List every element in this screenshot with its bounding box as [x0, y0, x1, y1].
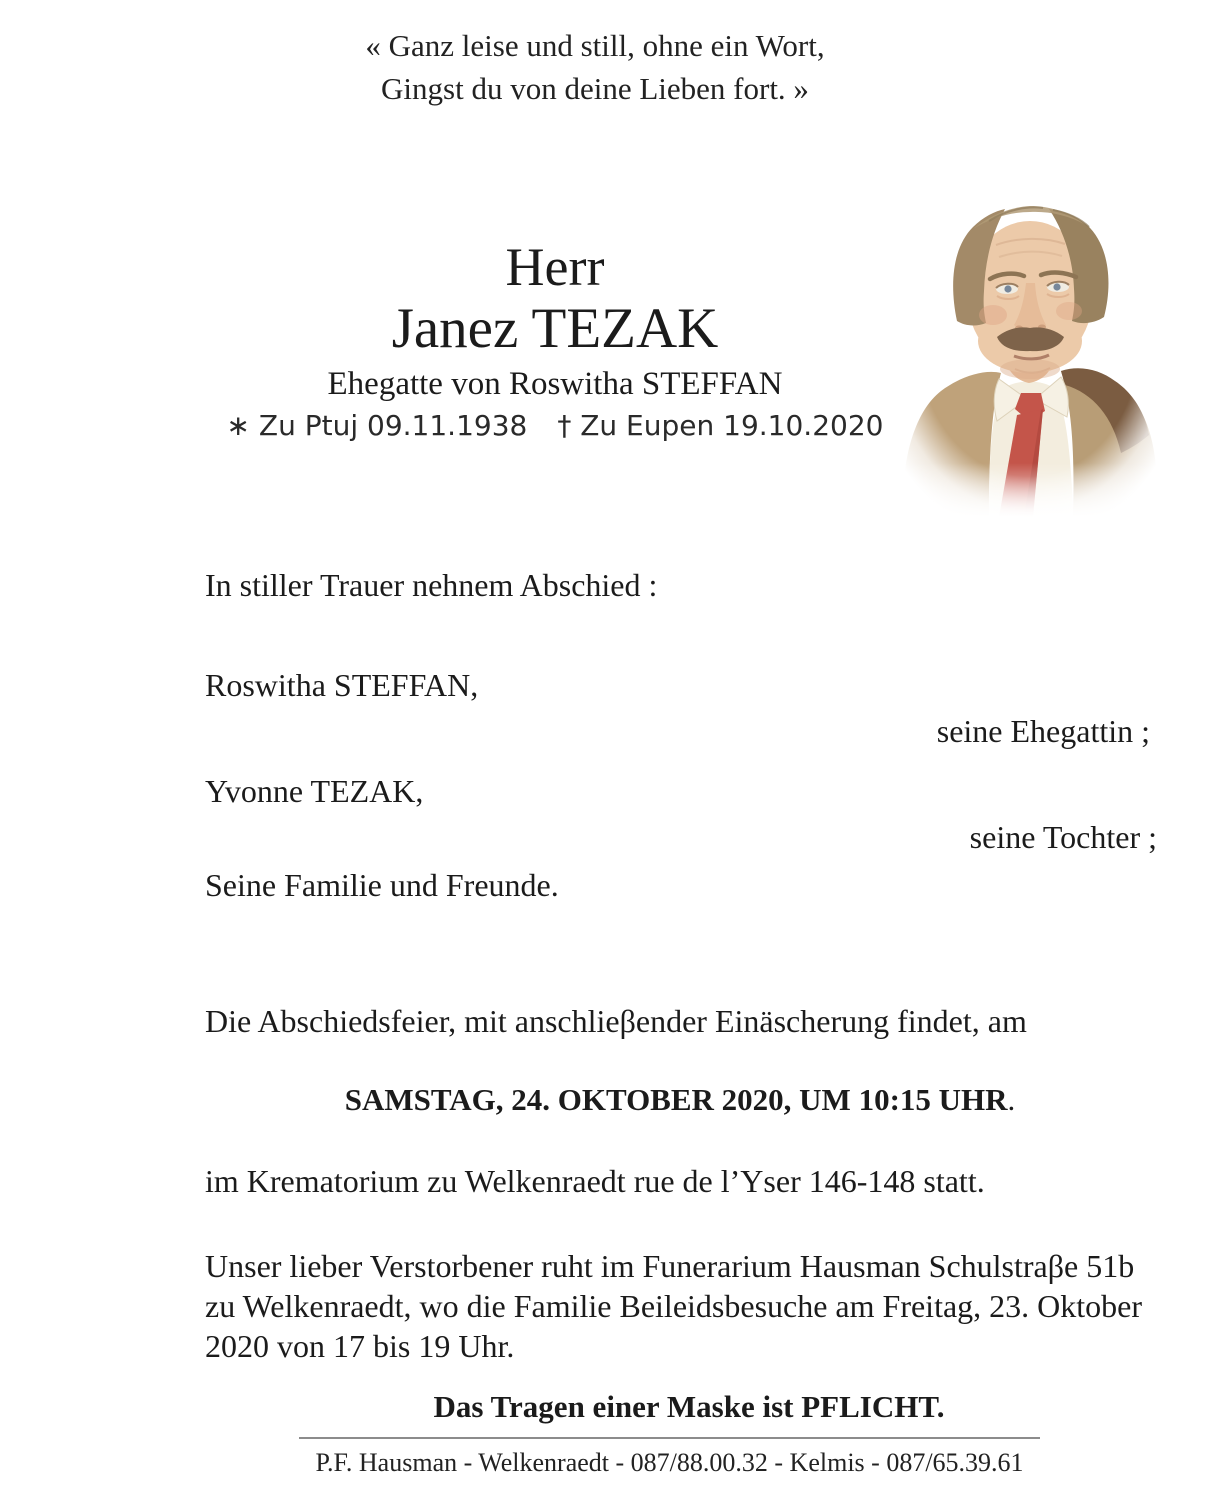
portrait-illustration: [893, 183, 1165, 517]
mourning-intro: In stiller Trauer nehnem Abschied :: [205, 567, 658, 603]
funeral-home-contact: P.F. Hausman - Welkenraedt - 087/88.00.32 - Kelmis - 087/65.39.61: [315, 1448, 1024, 1477]
quote-line-2: Gingst du von deine Lieben fort. »: [381, 71, 809, 106]
ceremony-intro: Die Abschiedsfeier, mit anschlieβender Einäscherung findet, am: [205, 1003, 1027, 1039]
mourner-name: Yvonne TEZAK,: [205, 773, 424, 809]
birth-date: ∗ Zu Ptuj 09.11.1938: [226, 409, 528, 442]
ceremony-location: im Krematorium zu Welkenraedt rue de l’Yser 146-148 statt.: [205, 1163, 985, 1199]
memorial-quote: [0, 24, 1190, 110]
quote-line-1: « Ganz leise und still, ohne ein Wort,: [365, 28, 825, 63]
mourner-relation: seine Ehegattin ;: [936, 713, 1150, 749]
deceased-name: Janez TEZAK: [391, 297, 719, 360]
death-date: † Zu Eupen 19.10.2020: [557, 409, 884, 442]
ceremony-datetime: [205, 1080, 1155, 1120]
deceased-relation: Ehegatte von Roswitha STEFFAN: [327, 366, 783, 402]
mourner-name: Seine Familie und Freunde.: [205, 867, 559, 903]
deceased-salutation: Herr: [505, 237, 605, 297]
mask-requirement-notice: Das Tragen einer Maske ist PFLICHT.: [433, 1389, 945, 1424]
deceased-portrait-photo: [893, 183, 1165, 517]
repose-notice: Unser lieber Verstorbener ruht im Funerarium Hausman Schulstraβe 51b zu Welkenraedt, wo die Familie Beileidsbesuche am Freitag, 23. Oktober 2020 von 17 bis 19 Uhr.: [205, 1248, 1143, 1364]
ceremony-datetime-period: .: [1007, 1082, 1016, 1117]
mourner-name: Roswitha STEFFAN,: [205, 667, 479, 703]
footer-divider: [299, 1437, 1040, 1439]
mourner-relation: seine Tochter ;: [969, 819, 1157, 855]
ceremony-datetime-text: SAMSTAG, 24. OKTOBER 2020, UM 10:15 UHR: [344, 1082, 1008, 1117]
